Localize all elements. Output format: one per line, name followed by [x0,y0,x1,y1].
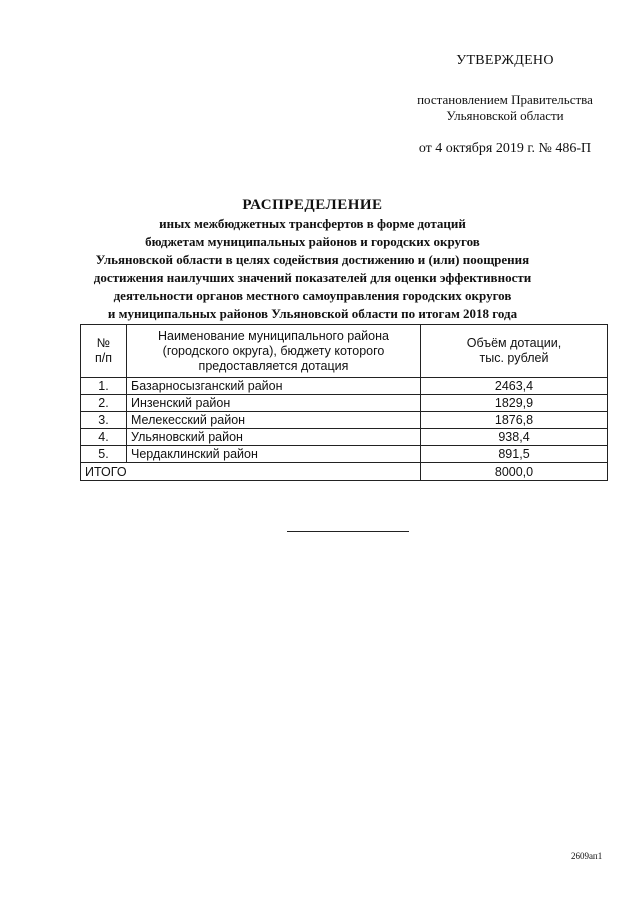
header-number [81,325,127,378]
header-value [421,325,608,378]
table-header-row [81,325,608,378]
header-name-line: предоставляется дотация [198,358,349,373]
header-name-line: (городского округа), бюджету которого [162,343,385,358]
row-district: Мелекесский район [127,412,421,429]
document-title: РАСПРЕДЕЛЕНИЕ [242,197,383,213]
row-district: Чердаклинский район [127,446,421,463]
row-amount: 1876,8 [421,412,608,429]
row-amount: 1829,9 [421,395,608,412]
subtitle-line: иных межбюджетных трансфертов в форме дотаций [159,216,466,231]
subtitle-line: Ульяновской области в целях содействия достижению и (или) поощрения [95,252,530,267]
closing-rule [287,531,409,532]
document-heading [80,197,545,323]
header-name-line: Наименование муниципального района [158,328,389,343]
header-value-line: Объём дотации, [466,336,562,350]
approval-authority: постановлением Правительства [417,92,593,107]
subtitle-line: достижения наилучших значений показателей для оценки эффективности [93,270,532,285]
row-amount: 938,4 [421,429,608,446]
total-label: ИТОГО [81,463,421,481]
row-number: 4. [81,429,127,446]
row-number: 2. [81,395,127,412]
subtitle-line: и муниципальных районов Ульяновской области по итогам 2018 года [107,306,518,321]
header-value-unit: тыс. рублей [479,351,549,365]
distribution-table [80,324,608,481]
row-district: Ульяновский район [127,429,421,446]
header-name [127,325,421,378]
approval-region: Ульяновской области [446,108,564,123]
total-amount: 8000,0 [421,463,608,481]
table-total-row [81,463,608,481]
row-amount: 891,5 [421,446,608,463]
approval-title: УТВЕРЖДЕНО [456,53,554,68]
row-number: 1. [81,378,127,395]
approval-date: от 4 октября 2019 г. № 486-П [418,141,592,156]
row-district: Инзенский район [127,395,421,412]
table-row [81,378,608,395]
header-number-symbol: № [96,336,111,350]
subtitle-line: деятельности органов местного самоуправления городских округов [113,288,512,303]
document-subtitle [80,215,545,323]
header-number-abbr: п/п [94,351,112,365]
subtitle-line: бюджетам муниципальных районов и городских округов [145,234,480,249]
table-row [81,412,608,429]
row-number: 5. [81,446,127,463]
row-district: Базарносызганский район [127,378,421,395]
row-amount: 2463,4 [421,378,608,395]
table-row [81,395,608,412]
row-number: 3. [81,412,127,429]
document-code: 2609ап1 [571,851,603,861]
table-row [81,429,608,446]
table-row [81,446,608,463]
